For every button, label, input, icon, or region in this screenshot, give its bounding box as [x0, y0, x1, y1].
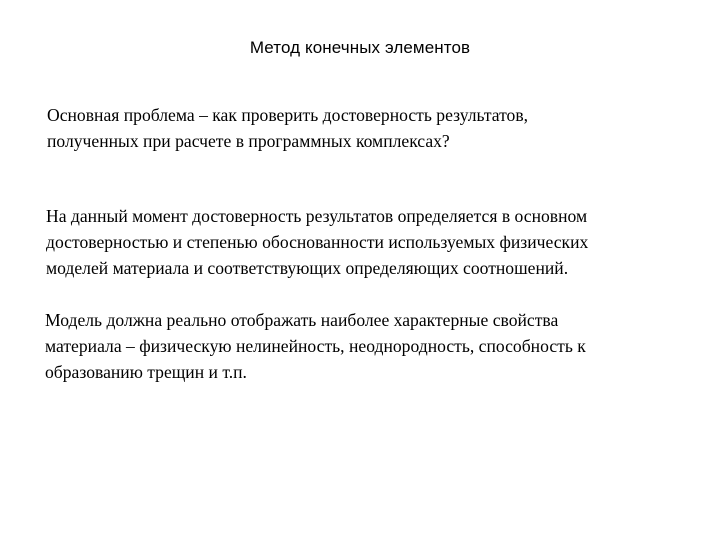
paragraph-line: моделей материала и соответствующих определяющих соотношений. — [46, 258, 569, 278]
paragraph-line: На данный момент достоверность результатов определяется в основном — [46, 206, 588, 226]
paragraph-current-reliability — [46, 203, 686, 281]
paragraph-line: материала – физическую нелинейность, неоднородность, способность к — [45, 336, 586, 356]
slide-title: Метод конечных элементов — [249, 38, 471, 57]
paragraph-line: Основная проблема – как проверить достоверность результатов, — [47, 105, 529, 125]
paragraph-model-requirements — [45, 307, 685, 385]
paragraph-line: Модель должна реально отображать наиболее характерные свойства — [45, 310, 559, 330]
paragraph-line: образованию трещин и т.п. — [45, 362, 247, 382]
paragraph-main-problem — [47, 102, 677, 154]
paragraph-line: полученных при расчете в программных комплексах? — [47, 131, 450, 151]
paragraph-line: достоверностью и степенью обоснованности используемых физических — [46, 232, 589, 252]
